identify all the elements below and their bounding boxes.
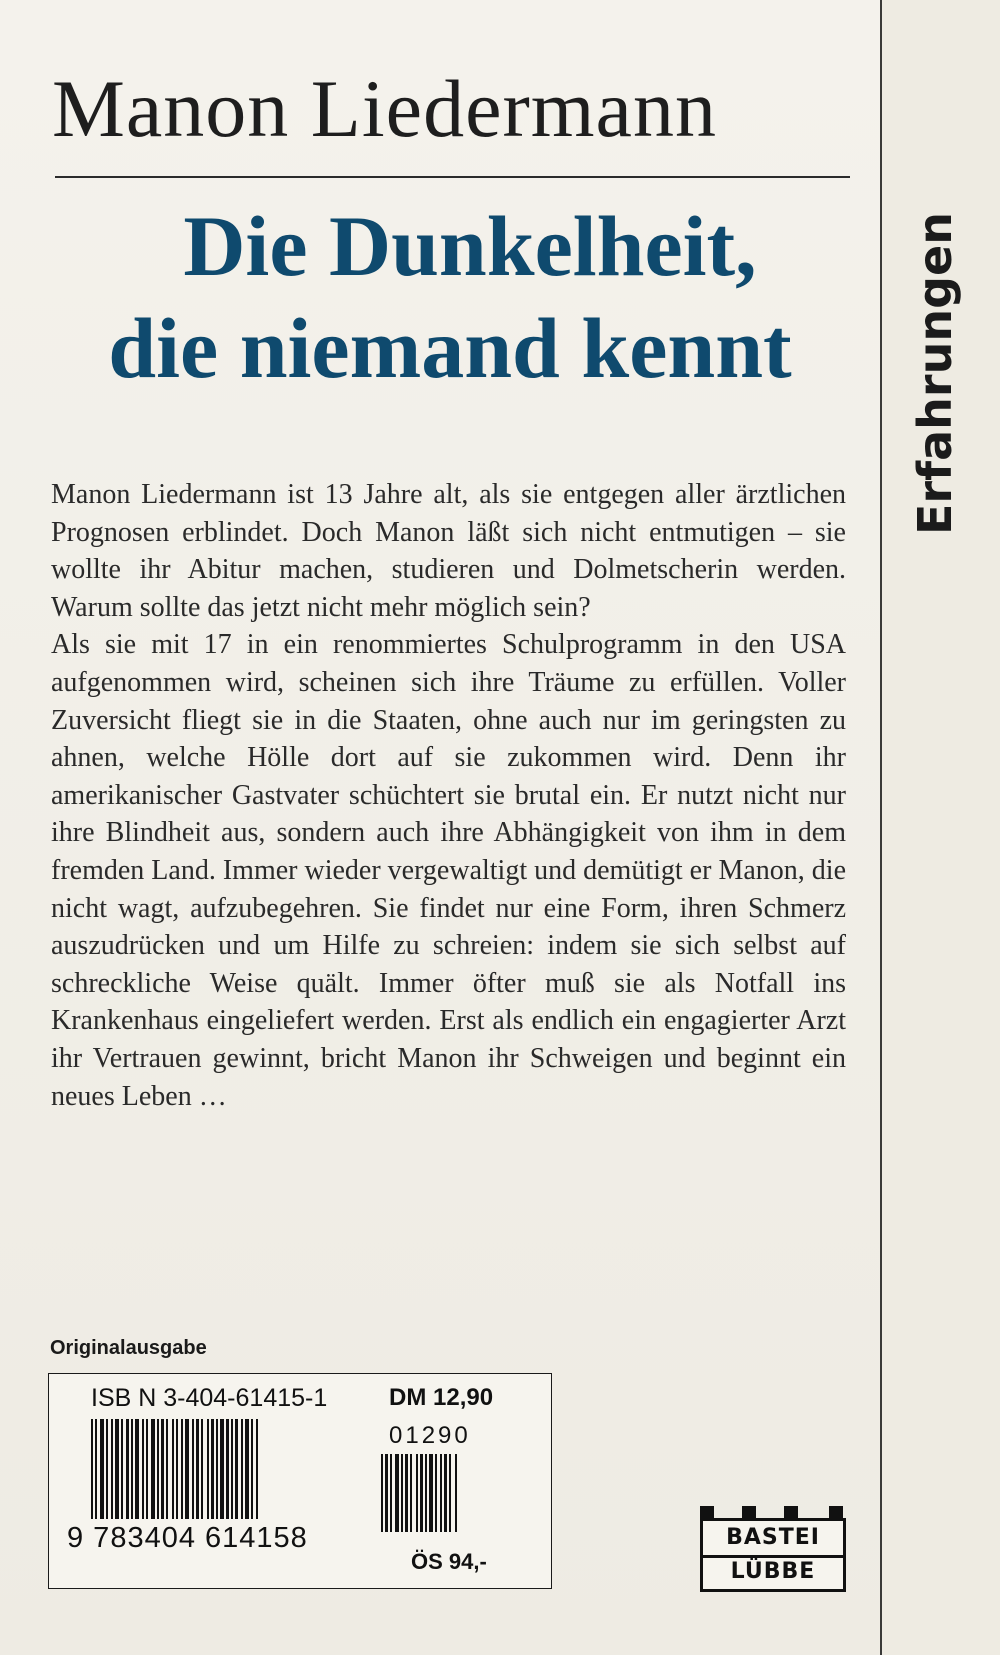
ean-digits: 9 783404 614158	[67, 1522, 308, 1554]
book-title-line-2: die niemand kennt	[108, 300, 792, 396]
blurb-paragraph-2: Als sie mit 17 in ein renommiertes Schulprogramm in den USA aufgenommen wird, scheinen sich ihre Träume zu erfüllen. Voller Zuversicht fliegt sie in die Staaten, ohne auch nur im geringsten zu ahnen, welche Hölle dort auf sie zukommen wird. Denn ihr amerikanischer Gastvater schüchtert sie brutal ein. Er nutzt nicht nur ihre Blindheit aus, sondern auch ihre Abhängigkeit von ihm in dem fremden Land. Immer wieder vergewaltigt und demütigt er Manon, die nicht wagt, aufzubegehren. Sie findet nur eine Form, ihren Schmerz auszudrücken und um Hilfe zu schreien: indem sie sich selbst auf schreckliche Weise quält. Immer öfter muß sie als Notfall ins Krankenhaus eingeliefert werden. Erst als endlich ein engagierter Arzt ihr Vertrauen gewinnt, bricht Manon ihr Schweigen und beginnt ein neues Leben …	[51, 629, 846, 1112]
isbn-number: ISB N 3-404-61415-1	[91, 1384, 328, 1412]
publisher-logo	[700, 1506, 845, 1590]
book-title-line-1: Die Dunkelheit,	[183, 198, 757, 294]
publisher-name-bottom: LÜBBE	[730, 1559, 816, 1584]
author-divider	[55, 176, 850, 178]
spine-series-label: Erfahrungen	[908, 212, 962, 535]
price-os: ÖS 94,-	[411, 1549, 487, 1574]
edition-label: Originalausgabe	[50, 1337, 207, 1359]
ean-barcode	[91, 1419, 331, 1519]
blurb-text	[51, 476, 846, 1115]
price-barcode	[381, 1454, 491, 1532]
barcode-panel	[48, 1373, 552, 1589]
author-name: Manon Liedermann	[52, 63, 717, 154]
price-code: 01290	[389, 1422, 471, 1449]
blurb-paragraph-1: Manon Liedermann ist 13 Jahre alt, als sie entgegen aller ärztlichen Prognosen erblindet. Doch Manon läßt sich nicht entmutigen – sie wollte ihr Abitur machen, studieren und Dolmetscherin werden. Warum sollte das jetzt nicht mehr möglich sein?	[51, 479, 846, 623]
price-dm: DM 12,90	[389, 1384, 494, 1411]
publisher-name-top: BASTEI	[726, 1525, 820, 1550]
